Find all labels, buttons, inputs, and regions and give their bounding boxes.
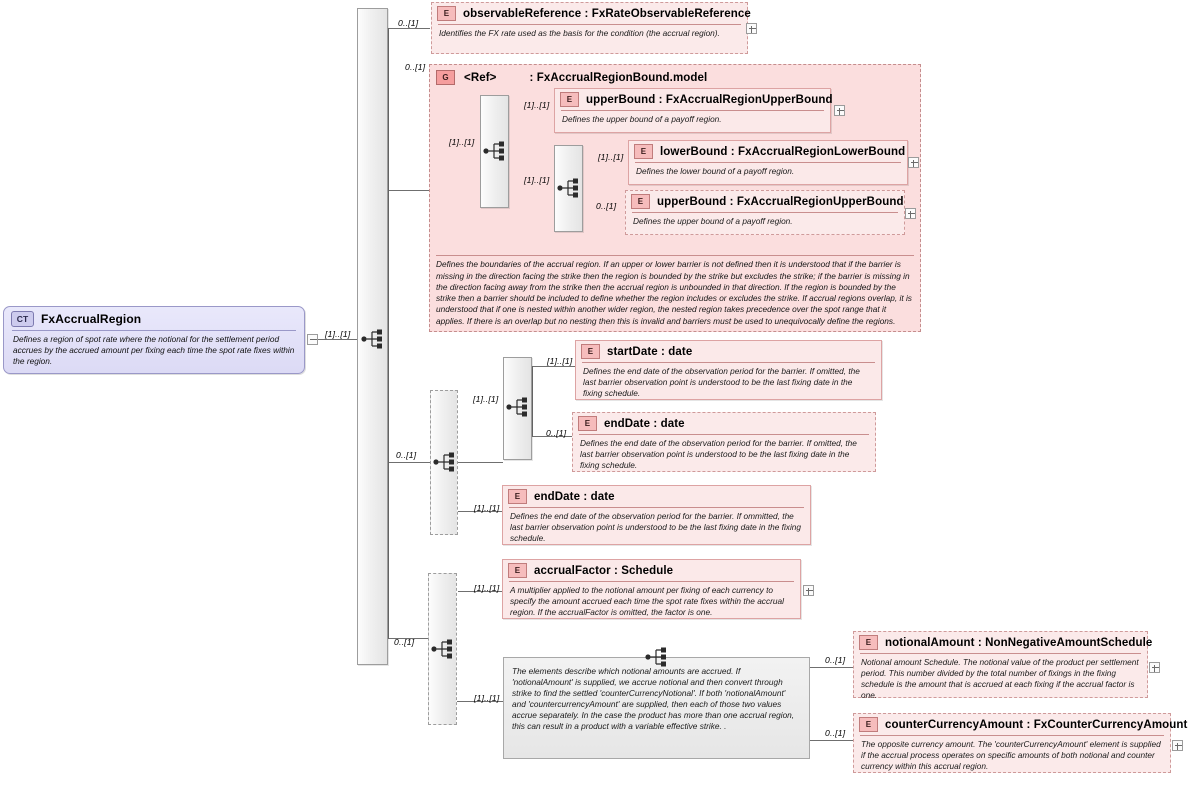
node-title: endDate : date [604, 417, 685, 430]
node-title: endDate : date [534, 490, 615, 503]
cardinality-counterCurrencyAmount: 0..[1] [825, 728, 846, 738]
connector [316, 339, 358, 340]
cardinality-notionalSequence: [1]..[1] [474, 693, 500, 703]
cardinality-lowerBound: [1]..[1] [598, 152, 624, 162]
node-title: FxAccrualRegion [41, 312, 142, 326]
connector [388, 190, 430, 191]
element-startDate[interactable] [575, 340, 882, 400]
node-documentation: The opposite currency amount. The 'counterCurrencyAmount' element is supplied if the accrual process operates on specific amounts of both notional and counter currency within this accrual region. [861, 739, 1161, 771]
cardinality-notionalAmount: 0..[1] [825, 655, 846, 665]
node-title: upperBound : FxAccrualRegionUpperBound [657, 195, 904, 208]
node-documentation: Notional amount Schedule. The notional value of the product per settlement period. This number divided by the total number of fixings in the fixing schedule is the amount that is accrued at each fixing if the accrual factor is one. [861, 657, 1139, 700]
cardinality-seq-dates-outer: 0..[1] [396, 450, 417, 460]
node-header [629, 141, 907, 162]
cardinality-seq-ref-inner: [1]..[1] [524, 175, 550, 185]
cardinality-seq-ref-outer: [1]..[1] [449, 137, 475, 147]
node-documentation: A multiplier applied to the notional amount per fixing of each currency to specify the amount accrued each time the spot rate fixes within the accrual region. If the accrualFactor is omitted, the factor is one. [510, 585, 784, 617]
node-header [573, 413, 875, 434]
node-header [626, 191, 904, 212]
node-documentation: The elements describe which notional amounts are accrued. If 'notionalAmount' is supplied, we accrue notional and then convert through strike to find the settled 'counterCurrencyNotional'. If both 'notionalAmount' and 'countercurrencyAmount' are supplied, then each of those two values accrue separately. In the case the product has more than one accrual region, this can result in a product with a variable effective strike. . [512, 666, 795, 731]
element-upperBound-2[interactable] [625, 190, 905, 235]
node-header [432, 3, 751, 24]
element-badge: E [859, 717, 878, 732]
sequence-icon-bottom[interactable] [431, 638, 457, 660]
group-badge: G [436, 70, 455, 85]
connector [810, 740, 857, 741]
cardinality-seq-dates-inner: [1]..[1] [473, 394, 499, 404]
element-counterCurrencyAmount[interactable] [853, 713, 1188, 773]
connector [388, 28, 430, 29]
element-notionalAmount[interactable] [853, 631, 1153, 700]
node-documentation: Defines a region of spot rate where the notional for the settlement period accrues by the accrued amount per fixing each time the spot rate fixes within the region. [13, 334, 295, 366]
connector [388, 28, 389, 638]
sequence-icon-ref-outer[interactable] [483, 140, 509, 162]
cardinality-refGroup: 0..[1] [405, 62, 426, 72]
sequence-group-notional[interactable] [503, 657, 810, 759]
node-title: startDate : date [607, 345, 693, 358]
node-title: counterCurrencyAmount : FxCounterCurrencyAmount [885, 718, 1188, 731]
cardinality-accrualFactor: [1]..[1] [474, 583, 500, 593]
sequence-icon-root[interactable] [361, 328, 387, 350]
cardinality-upperBound2: 0..[1] [596, 201, 617, 211]
expand-toggle-counterCurrencyAmount[interactable] [1172, 740, 1183, 751]
element-badge: E [508, 563, 527, 578]
node-header [430, 65, 920, 87]
node-header [503, 560, 800, 581]
complex-type-badge: CT [11, 311, 34, 327]
cardinality-startDate: [1]..[1] [547, 356, 573, 366]
expand-toggle-lowerBound[interactable] [908, 157, 919, 168]
cardinality-endDate-1: 0..[1] [546, 428, 567, 438]
node-header [503, 486, 810, 507]
group-ref-label: <Ref> [464, 71, 497, 84]
node-documentation: Defines the end date of the observation period for the barrier. If ommitted, the last barrier observation point is understood to be the last fixing date in the fixing schedule. [510, 511, 802, 543]
expand-toggle-accrualFactor[interactable] [803, 585, 814, 596]
node-title: notionalAmount : NonNegativeAmountSchedule [885, 636, 1153, 649]
node-title: upperBound : FxAccrualRegionUpperBound [586, 93, 833, 106]
element-accrualFactor[interactable] [502, 559, 801, 619]
group-documentation: Defines the boundaries of the accrual region. If an upper or lower barrier is not defined then it is understood that if the barrier is missing in the direction facing the strike then the region is bounded by the strike but excludes the strike; if the barrier is missing in the direction facing away from the strike then the accrual region is unbounded in that direction. If the region is bounded by the strike then a barrier should be included to define whether the region includes or excludes the strike. If accrual regions overlap, it is understood that if one is nested within another wider region, the nested region takes precedence over the spot range that it applies. If there is an overlap but no nesting then this is invalid and barriers must be used to unequivocally define the regions. [436, 255, 914, 327]
connector [532, 366, 575, 367]
expand-toggle-observableReference[interactable] [746, 23, 757, 34]
connector [458, 462, 503, 463]
cardinality-root: [1]..[1] [325, 329, 351, 339]
node-title: lowerBound : FxAccrualRegionLowerBound [660, 145, 906, 158]
element-endDate-2[interactable] [502, 485, 811, 545]
cardinality-seq-bottom: 0..[1] [394, 637, 415, 647]
expand-toggle-notionalAmount[interactable] [1149, 662, 1160, 673]
element-lowerBound[interactable] [628, 140, 908, 185]
complex-type-FxAccrualRegion[interactable] [3, 306, 305, 374]
expand-toggle-upperBound-1[interactable] [834, 105, 845, 116]
sequence-icon-dates-inner[interactable] [506, 396, 532, 418]
node-documentation: Defines the upper bound of a payoff region. [562, 114, 722, 124]
element-badge: E [581, 344, 600, 359]
node-header [576, 341, 881, 362]
sequence-icon-ref-inner[interactable] [557, 177, 583, 199]
expand-toggle-upperBound-2[interactable] [905, 208, 916, 219]
element-badge: E [631, 194, 650, 209]
element-badge: E [508, 489, 527, 504]
cardinality-endDate-2: [1]..[1] [474, 503, 500, 513]
node-header [555, 89, 833, 110]
element-observableReference[interactable] [431, 2, 751, 54]
connector [810, 667, 857, 668]
connector [388, 462, 430, 463]
collapse-toggle-root[interactable] [307, 334, 318, 345]
node-documentation: Defines the lower bound of a payoff region. [636, 166, 795, 176]
element-badge: E [578, 416, 597, 431]
node-header [854, 632, 1153, 653]
element-badge: E [634, 144, 653, 159]
element-badge: E [437, 6, 456, 21]
connector [532, 366, 533, 436]
cardinality-upperBound1: [1]..[1] [524, 100, 550, 110]
node-documentation: Defines the end date of the observation period for the barrier. If omitted, the last barrier observation point is understood to be the last fixing date in the fixing schedule. [583, 366, 860, 398]
node-documentation: Identifies the FX rate used as the basis for the condition (the accrual region). [439, 28, 720, 38]
element-endDate-1[interactable] [572, 412, 876, 472]
element-badge: E [560, 92, 579, 107]
sequence-icon-notional[interactable] [645, 646, 671, 668]
element-badge: E [859, 635, 878, 650]
node-header [4, 307, 304, 330]
sequence-icon-dates-outer[interactable] [433, 451, 459, 473]
node-documentation: Defines the end date of the observation period for the barrier. If omitted, the last barrier observation point is understood to be the last fixing date in the fixing schedule. [580, 438, 857, 470]
group-type-label: : FxAccrualRegionBound.model [529, 71, 708, 84]
node-documentation: Defines the upper bound of a payoff region. [633, 216, 793, 226]
node-header [854, 714, 1188, 735]
cardinality-observableReference: 0..[1] [398, 18, 419, 28]
element-upperBound-1[interactable] [554, 88, 831, 133]
node-title: observableReference : FxRateObservableReference [463, 7, 751, 20]
node-title: accrualFactor : Schedule [534, 564, 674, 577]
